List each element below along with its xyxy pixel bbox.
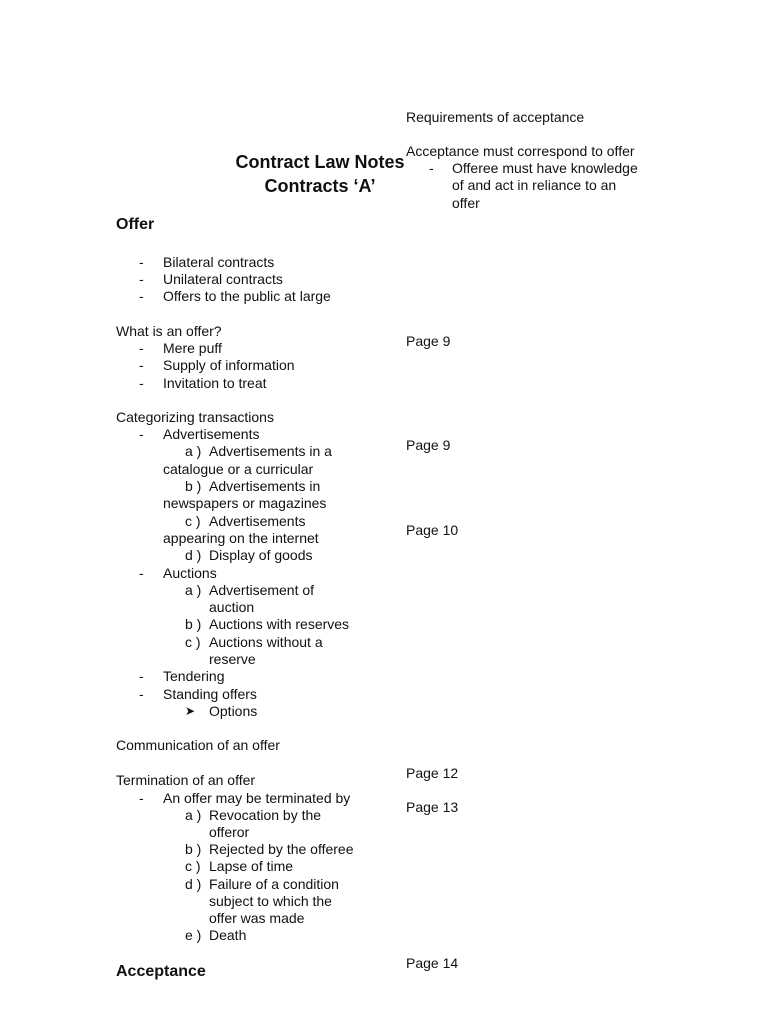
knowledge-line-3: offer bbox=[452, 195, 480, 211]
page-ref: Page 14 bbox=[406, 955, 459, 971]
acceptance-heading: Acceptance bbox=[116, 963, 206, 980]
what-is-offer-heading: What is an offer? bbox=[116, 323, 222, 339]
knowledge-line-1: Offeree must have knowledge bbox=[452, 160, 638, 176]
knowledge-dash: - bbox=[429, 160, 434, 176]
correspond-line: Acceptance must correspond to offer bbox=[406, 143, 635, 159]
page-ref: Page 9 bbox=[406, 437, 451, 453]
communication-heading: Communication of an offer bbox=[116, 737, 280, 753]
page-ref: Page 10 bbox=[406, 522, 459, 538]
categorizing-heading: Categorizing transactions bbox=[116, 409, 274, 425]
page-ref: Page 9 bbox=[406, 333, 451, 349]
arrow-bullet-icon: ➤ bbox=[185, 704, 196, 718]
offer-heading: Offer bbox=[116, 216, 155, 233]
termination-heading: Termination of an offer bbox=[116, 772, 256, 788]
title-line-2: Contracts ‘A’ bbox=[264, 176, 376, 196]
knowledge-line-2: of and act in reliance to an bbox=[452, 177, 617, 193]
page-ref: Page 12 bbox=[406, 765, 459, 781]
page-ref: Page 13 bbox=[406, 799, 459, 815]
document-title bbox=[220, 150, 420, 198]
requirements-heading: Requirements of acceptance bbox=[406, 109, 585, 125]
title-line-1: Contract Law Notes bbox=[235, 152, 405, 172]
